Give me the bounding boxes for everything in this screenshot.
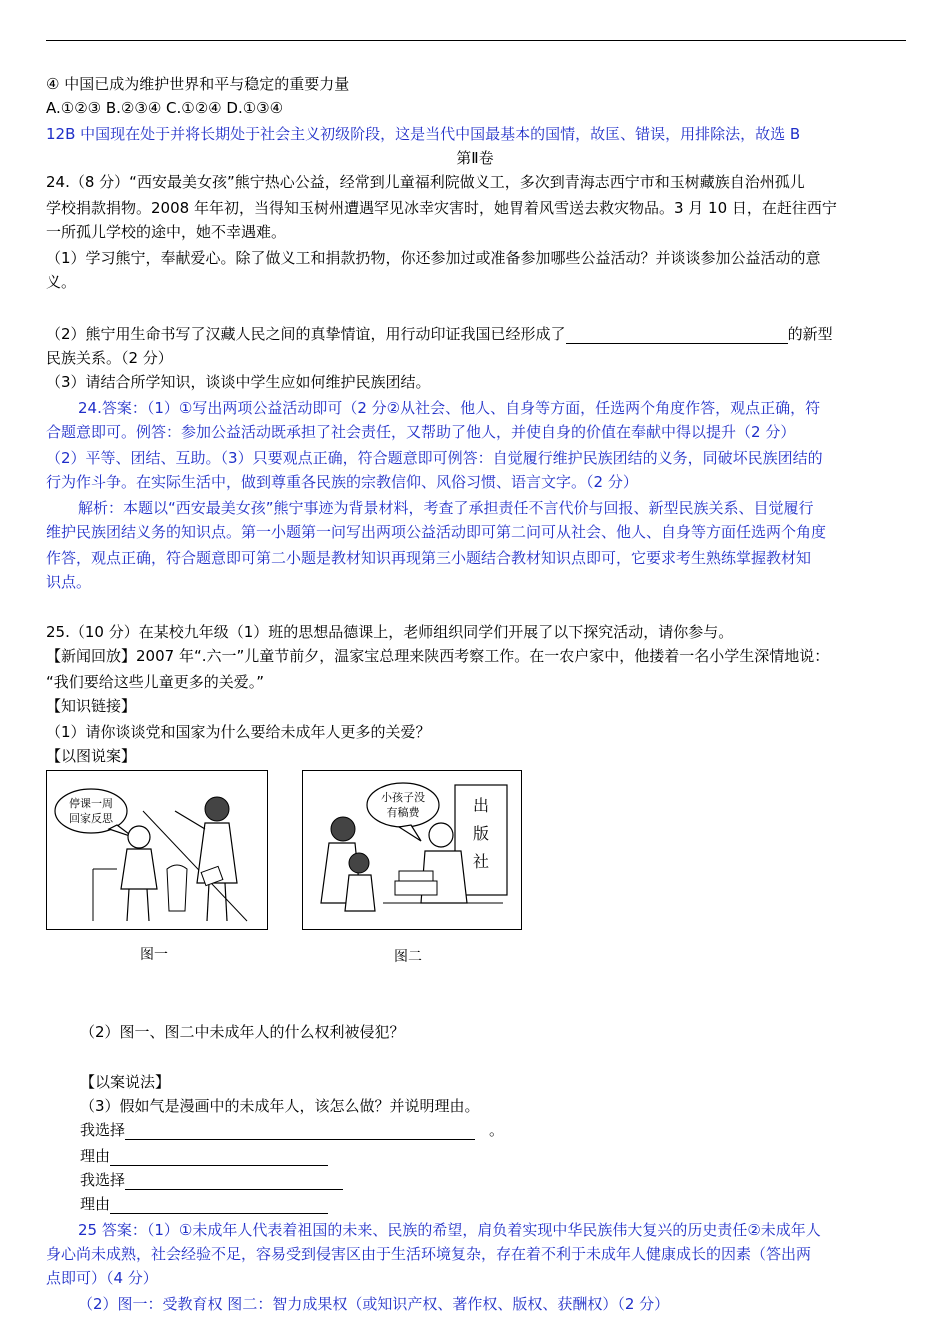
reason-line-2 — [80, 1194, 328, 1214]
bubble-line2: 回家反思 — [69, 812, 113, 825]
ans24-6: 维护民族团结义务的知识点。第一小题第一问写出两项公益活动即可第二问可从社会、他人、自身等方面任选两个角度 — [46, 523, 827, 541]
ans25-3: 点即可）（4 分） — [46, 1269, 158, 1287]
figure-1-caption: 图一 — [140, 947, 168, 963]
reason-label-2: 理由 — [80, 1195, 111, 1213]
section-title: 第Ⅱ卷 — [456, 149, 494, 167]
q25-pictures: 【以图说案】 — [46, 747, 137, 765]
choose-line-1 — [80, 1120, 504, 1140]
choose-label-1: 我选择 — [80, 1121, 126, 1139]
q24-sub2-tail: 的新型 — [787, 325, 833, 343]
q25-quote: “我们要给这些儿童更多的关爱。” — [46, 673, 265, 691]
ans24-1: 24.答案：（1）①写出两项公益活动即可（2 分②从社会、他人、自身等方面，任选两个角度作答，观点正确，符 — [78, 399, 821, 417]
ans24-3: （2）平等、团结、互助。（3）只要观点正确，符合题意即可例答：自觉履行维护民族团结的义务，同破坏民族团结的 — [46, 449, 823, 467]
sign-char2: 版 — [472, 824, 490, 843]
q25-news: 【新闻回放】2007 年“.六一”儿童节前夕，温家宝总理来陕西考察工作。在一农户家中，他搂着一名小学生深情地说： — [46, 647, 830, 665]
comic-figure-2 — [302, 770, 522, 930]
q25-sub1: （1）请你谈谈党和国家为什么要给未成年人更多的关爱？ — [46, 723, 431, 741]
q24-sub2-cont: 民族关系。（2 分） — [46, 349, 173, 367]
q24-sub1: （1）学习熊宁，奉献爱心。除了做义工和捐款扔物，你还参加过或准备参加哪些公益活动？并谈谈参加公益活动的意 — [46, 249, 821, 267]
sign-char3: 社 — [472, 852, 490, 871]
reason-blank-2[interactable] — [110, 1197, 328, 1214]
q24-sub1-cont: 义。 — [46, 273, 77, 291]
sign-char1: 出 — [472, 796, 490, 815]
answer-12: 12B 中国现在处于并将长期处于社会主义初级阶段，这是当代中国最基本的国情，故匡、错误，用排除法，故选 B — [46, 125, 801, 143]
q24-sub2 — [46, 324, 833, 344]
q24-line2: 学校捐款捐物。2008 年年初，当得知玉树州遭遇罕见冰幸灾害时，她胃着风雪送去救灾物品。3 月 10 日，在赶往西宁 — [46, 199, 837, 217]
ans24-7: 作答，观点正确，符合题意即可第二小题是教材知识再现第三小题结合教材知识点即可，它要求考生熟练掌握教材知 — [46, 549, 812, 567]
q25-law: 【以案说法】 — [80, 1073, 171, 1091]
reason-blank-1[interactable] — [110, 1149, 328, 1166]
bubble2-line1: 小孩子没 — [381, 791, 425, 804]
bubble2-line2: 有稿费 — [386, 806, 420, 819]
comic-figure-1 — [46, 770, 268, 930]
option-4: ④ 中国已成为维护世界和平与稳定的重要力量 — [46, 75, 350, 93]
q25-sub3: （3）假如气是漫画中的未成年人，该怎么做？并说明理由。 — [80, 1097, 480, 1115]
reason-line-1 — [80, 1146, 328, 1166]
answer-blank[interactable] — [566, 327, 788, 344]
top-rule — [46, 40, 906, 41]
comic-figure-1-drawing — [47, 771, 267, 929]
ans24-4: 行为作斗争。在实际生活中，做到尊重各民族的宗教信仰、风俗习惯、语言文字。（2 分） — [46, 473, 638, 491]
ans25-4: （2）图一：受教育权 图二：智力成果权（或知识产权、著作权、版权、获酬权）（2 分） — [78, 1295, 670, 1313]
q24-line3: 一所孤儿学校的途中，她不幸遇难。 — [46, 223, 287, 241]
choose-line-2 — [80, 1170, 343, 1190]
bubble-line1: 停课一周 — [69, 797, 113, 810]
q24-line1: 24.（8 分）“西安最美女孩”熊宁热心公益，经常到儿童福利院做义工，多次到青海志西宁市和玉树藏族自治州孤儿 — [46, 173, 805, 191]
q25-knowledge: 【知识链接】 — [46, 697, 137, 715]
comic-figure-2-drawing — [303, 771, 521, 929]
choices: A.①②③ B.②③④ C.①②④ D.①③④ — [46, 99, 284, 117]
ans24-5: 解析：本题以“西安最美女孩”熊宁事迹为背景材料，考查了承担责任不言代价与回报、新型民族关系、目觉履行 — [78, 499, 814, 517]
choose-blank-1[interactable] — [125, 1123, 475, 1140]
reason-label-1: 理由 — [80, 1147, 111, 1165]
figure-2-caption: 图二 — [394, 949, 422, 965]
choose-blank-2[interactable] — [125, 1173, 343, 1190]
choose-label-2: 我选择 — [80, 1171, 126, 1189]
ans24-2: 合题意即可。例答：参加公益活动既承担了社会责任，又帮助了他人，并使自身的价值在奉献中得以提升（2 分） — [46, 423, 796, 441]
ans25-1: 25 答案：（1）①未成年人代表着祖国的未来、民族的希望，肩负着实现中华民族伟大复兴的历史责任②未成年人 — [78, 1221, 821, 1239]
q24-sub3: （3）请结合所学知识，谈谈中学生应如何维护民族团结。 — [46, 373, 431, 391]
ans24-8: 识点。 — [46, 573, 92, 591]
choose-end-1: 。 — [489, 1121, 505, 1139]
q25-line1: 25.（10 分）在某校九年级（1）班的思想品德课上，老师组织同学们开展了以下探究活动，请你参与。 — [46, 623, 734, 641]
ans25-2: 身心尚未成熟，社会经验不足，容易受到侵害区由于生活环境复杂，存在着不利于未成年人健康成长的因素（答出两 — [46, 1245, 812, 1263]
q25-sub2: （2）图一、图二中未成年人的什么权利被侵犯？ — [80, 1023, 405, 1041]
q24-sub2-text: （2）熊宁用生命书写了汉藏人民之间的真挚情谊，用行动印证我国已经形成了 — [46, 325, 566, 343]
